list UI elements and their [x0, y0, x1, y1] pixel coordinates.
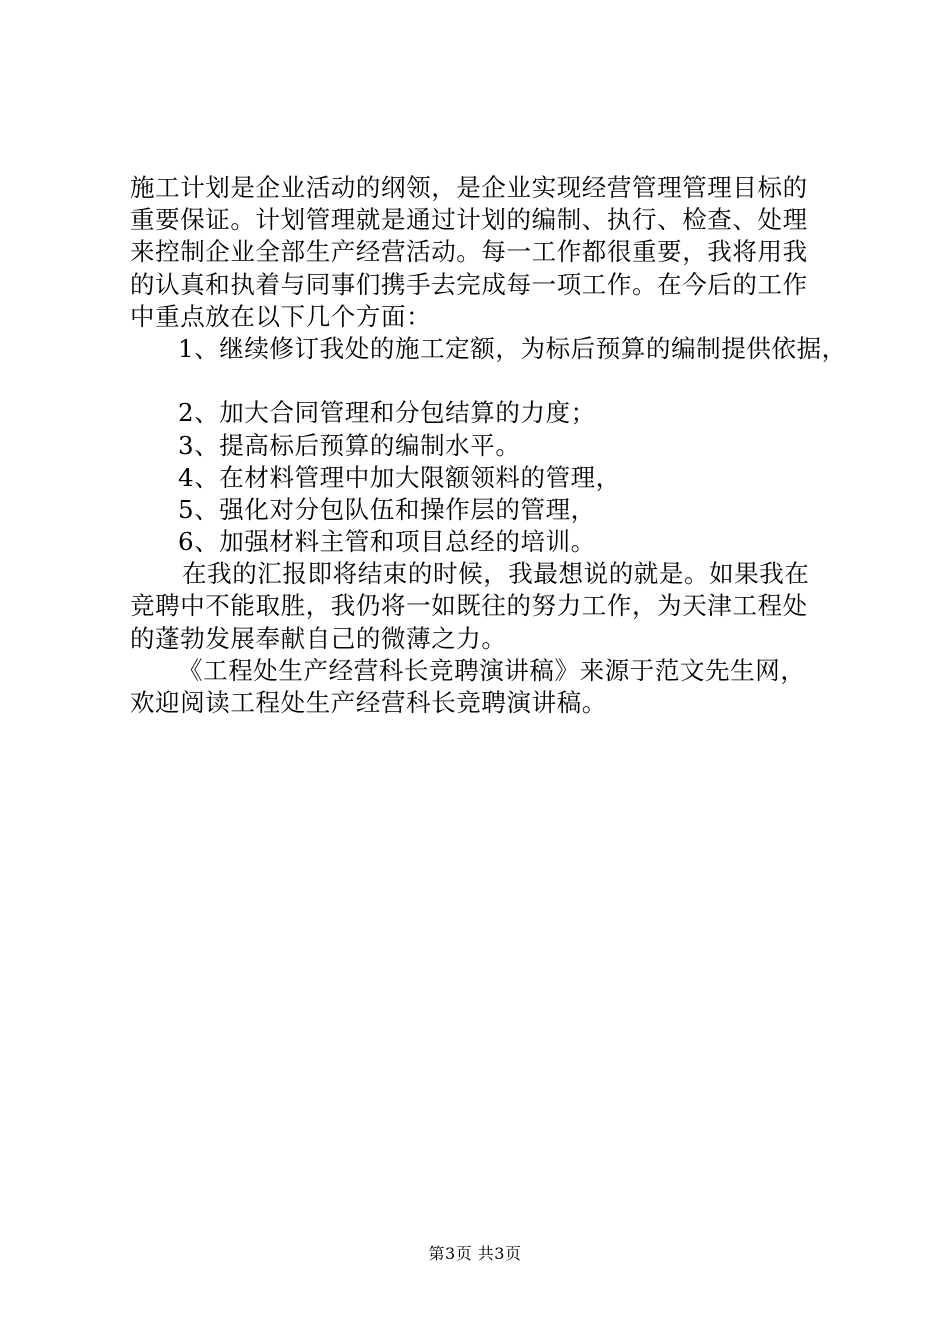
page-number: 第3页 共3页: [428, 1244, 522, 1263]
list-item: 2、加大合同管理和分包结算的力度；: [178, 398, 596, 428]
list-item: 1、继续修订我处的施工定额，为标后预算的编制提供依据，: [178, 333, 847, 363]
page-footer: [0, 1243, 950, 1265]
paragraph-line: 的认真和执着与同事们携手去完成每一项工作。在今后的工作: [130, 269, 808, 299]
list-item: 6、加强材料主管和项目总经的培训。: [178, 527, 596, 557]
paragraph-line: 中重点放在以下几个方面：: [130, 301, 432, 331]
paragraph-line: 重要保证。计划管理就是通过计划的编制、执行、检查、处理: [130, 205, 808, 235]
list-item: 3、提高标后预算的编制水平。: [178, 430, 521, 460]
paragraph-line: 施工计划是企业活动的纲领，是企业实现经营管理管理目标的: [130, 173, 808, 202]
list-item: 5、强化对分包队伍和操作层的管理，: [178, 494, 596, 524]
document-body: [130, 172, 847, 719]
source-line: 《工程处生产经营科长竞聘演讲稿》来源于范文先生网，: [178, 655, 806, 685]
closing-line: 的蓬勃发展奉献自己的微薄之力。: [130, 623, 507, 653]
closing-line: 竞聘中不能取胜，我仍将一如既往的努力工作，为天津工程处: [130, 591, 808, 621]
source-line: 欢迎阅读工程处生产经营科长竞聘演讲稿。: [130, 688, 607, 717]
paragraph-line: 来控制企业全部生产经营活动。每一工作都很重要，我将用我: [130, 237, 808, 267]
closing-line: 在我的汇报即将结束的时候，我最想说的就是。如果我在: [182, 559, 810, 589]
list-item: 4、在材料管理中加大限额领料的管理，: [178, 462, 621, 492]
